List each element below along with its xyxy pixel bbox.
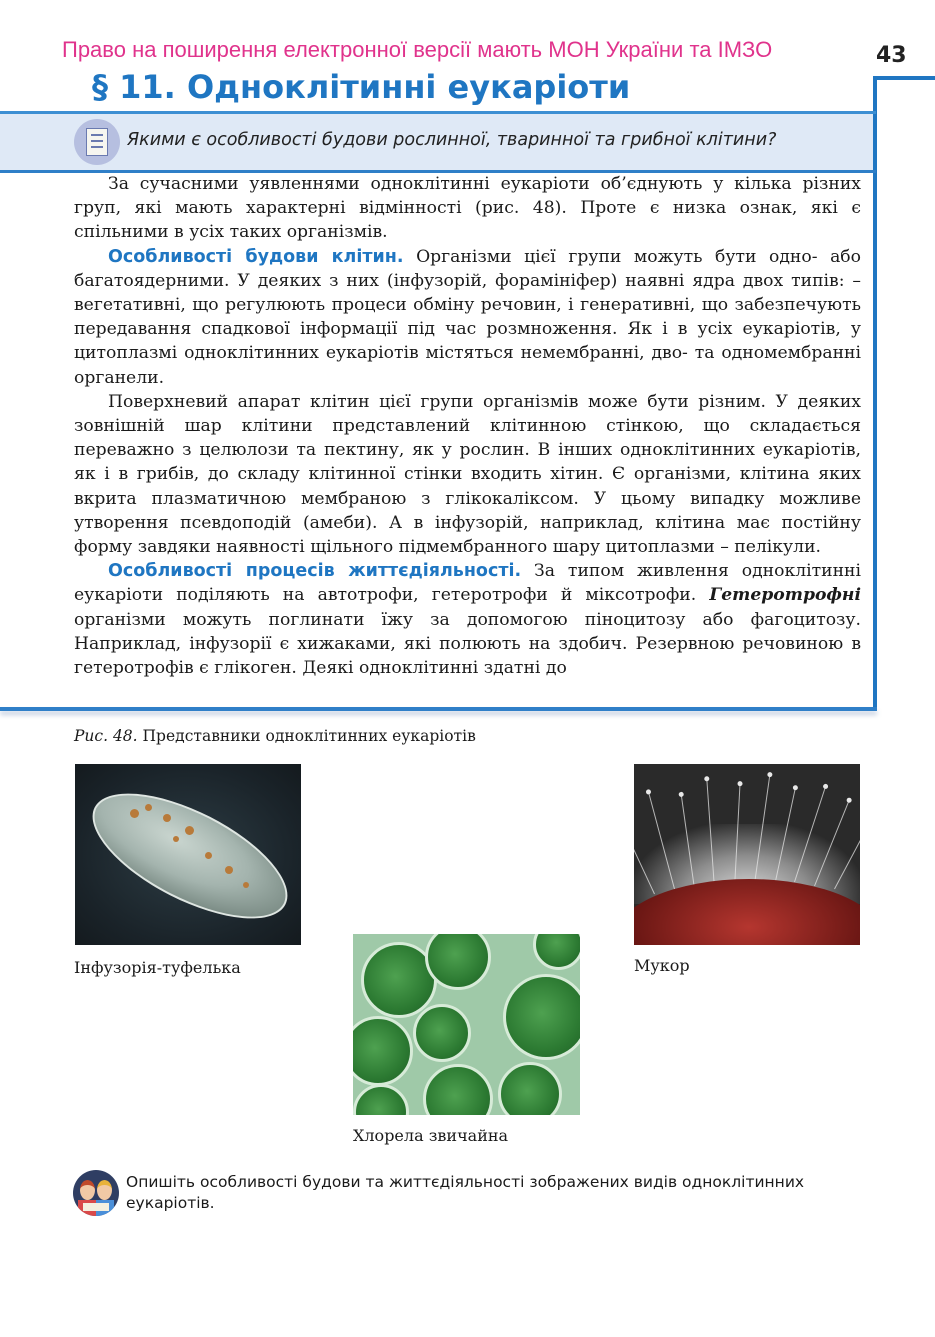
main-text — [74, 172, 861, 680]
mucor-photo — [634, 764, 860, 945]
text-block-bottom-border — [0, 707, 877, 711]
chlorella-photo — [353, 934, 580, 1115]
page-number: 43 — [876, 43, 907, 68]
figure-number: Рис. 48. — [74, 727, 138, 745]
paragraph-structure — [74, 245, 861, 390]
frame-top-border — [873, 76, 935, 80]
page-title: § 11. Одноклітинні еукаріоти — [92, 68, 631, 106]
intro-question: Якими є особливості будови рослинної, тваринної та грибної клітини? — [127, 130, 777, 150]
mucor-label: Мукор — [634, 956, 690, 975]
structure-heading: Особливості будови клітин. — [108, 246, 404, 267]
paramecium-label: Інфузорія-туфелька — [74, 958, 241, 977]
paragraph-intro: За сучасними уявленнями одноклітинні еукаріоти об’єднують у кілька різних груп, які мають характерні відмінності (рис. 48). Проте є низка ознак, які є спільними в усіх таких організмів. — [74, 174, 861, 243]
paragraph-surface: Поверхневий апарат клітин цієї групи організмів може бути різним. У деяких зовнішній шар клітини представлений клітинною стінкою, що складається переважно з целюлози та пектину, як у рослин. В інших одноклітинних еукаріотів, як і в грибів, до складу клітинної стінки входить хітин. Є організми, клітина яких вкрита плазматичною мембраною з глікокаліксом. У цьому випадку можливе утворення псевдоподій (амеби). А в інфузорій, наприклад, клітина має постійну форму завдяки наявності щільного підмембранного шару цитоплазми – пелікули. — [74, 391, 861, 558]
copyright-watermark: Право на поширення електронної версії мають МОН України та ІМЗО — [62, 37, 773, 62]
paramecium-cell — [75, 768, 301, 944]
students-icon — [73, 1170, 119, 1216]
life-processes-text-2: організми можуть поглинати їжу за допомогою піноцитозу або фагоцитозу. Наприклад, інфузорії є хижаками, які полюють на здобич. Резервною речовиною в гетеротрофів є глікоген. Деякі одноклітинні здатні до — [74, 609, 861, 679]
figure-caption-text: Представники одноклітинних еукаріотів — [137, 727, 476, 745]
life-processes-text-1: За типом живлення одноклітинні еукаріоти поділяють на автотрофи, гетеротрофи й міксотрофи. — [74, 561, 861, 606]
paramecium-photo — [75, 764, 301, 945]
life-processes-heading: Особливості процесів життєдіяльності. — [108, 561, 522, 582]
paragraph-life-processes — [74, 559, 861, 680]
chlorella-label: Хлорела звичайна — [353, 1126, 509, 1145]
structure-text: Організми цієї групи можуть бути одно- або багатоядерними. У деяких з них (інфузорій, форамініфер) наявні ядра двох типів: – вегетативні, що регулюють процеси обміну речовин, і генеративні, що забезпечують передавання спадкової інформації під час розмноження. Як і в усіх еукаріотів, у цитоплазмі одноклітинних еукаріотів містяться немембранні, дво- та одномембранні органели. — [74, 246, 862, 388]
figure-caption — [74, 727, 476, 745]
checklist-icon — [74, 119, 120, 165]
heterotrophic-term: Гетеротрофні — [709, 585, 861, 606]
task-text: Опишіть особливості будови та життєдіяльності зображених видів одноклітинних еукаріотів. — [126, 1173, 805, 1212]
